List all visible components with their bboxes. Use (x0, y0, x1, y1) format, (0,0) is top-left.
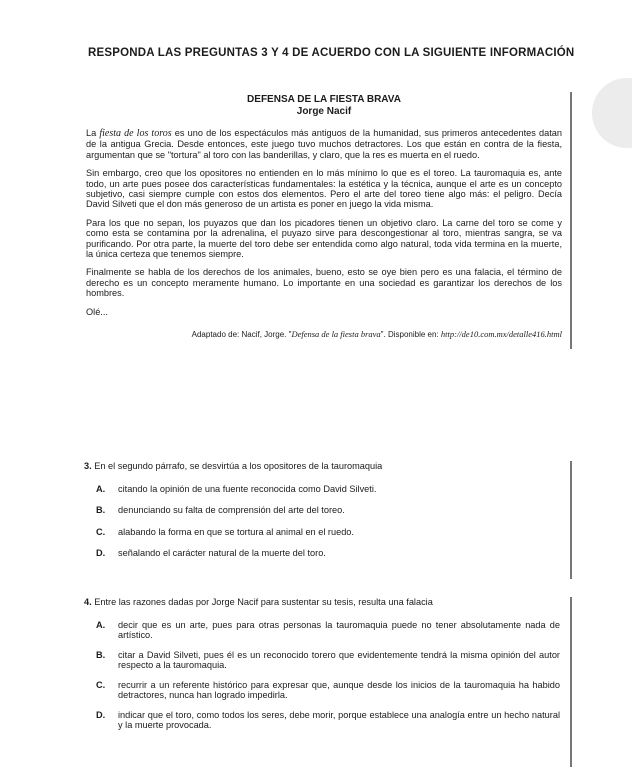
source-url: http://de10.com.mx/detalle416.html (440, 329, 562, 340)
question-stem: 4. Entre las razones dadas por Jorge Nacif para sustentar su tesis, resulta una falacia (84, 597, 433, 607)
paragraph-3: Para los que no sepan, los puyazos que dan los picadores tienen un objetivo claro. La carne del toro se come y como esta se contamina por la adrenalina, el puyazo sirve para descongestionar al toro, mientras sangra, se va purificando. Por otra parte, la muerte del toro debe ser entendida como algo natural, toda vida termina en la muerte, la única certeza que tenemos siempre. (86, 217, 562, 260)
passage-title: DEFENSA DE LA FIESTA BRAVA (247, 94, 401, 105)
option-b[interactable]: B. citar a David Silveti, pues él es un reconocido torero que evidentemente tendrá la misma opinión del autor respecto a la tauromaquia. (96, 649, 560, 670)
paragraph-1: La fiesta de los toros es uno de los espectáculos más antiguos de la humanidad, sus primeros antecedentes datan de la antigua Grecia. Desde entonces, este juego tuvo muchos detractores. Los que están en contra de la fiesta, argumentan que se "tortura" al toro con las banderillas, y claro, que la res es muerta en el ruedo. (86, 128, 563, 160)
option-a[interactable]: A. citando la opinión de una fuente reconocida como David Silveti. (96, 483, 377, 494)
option-a[interactable]: A. decir que es un arte, pues para otras personas la tauromaquia puede no tener absolutamente nada de artístico. (96, 619, 560, 640)
option-d[interactable]: D. señalando el carácter natural de la muerte del toro. (96, 548, 326, 558)
question-stem: 3. En el segundo párrafo, se desvirtúa a los opositores de la tauromaquia (84, 461, 383, 471)
passage-author: Jorge Nacif (296, 106, 352, 117)
option-c[interactable]: C. recurrir a un referente histórico para expresar que, aunque desde los inicios de la tauromaquia ha habido detractores, nunca han logrado impedirla. (96, 679, 560, 700)
italic-phrase: fiesta de los toros (99, 128, 172, 139)
question-3 (78, 461, 572, 579)
option-d[interactable]: D. indicar que el toro, como todos los seres, debe morir, porque establece una analogía entre un hecho natural y la muerte provocada. (96, 709, 560, 730)
option-c[interactable]: C. alabando la forma en que se tortura al animal en el ruedo. (96, 526, 354, 537)
option-b[interactable]: B. denunciando su falta de comprensión del arte del toreo. (96, 505, 345, 515)
instructions-header: RESPONDA LAS PREGUNTAS 3 Y 4 DE ACUERDO CON LA SIGUIENTE INFORMACIÓN (88, 47, 575, 59)
paragraph-4: Finalmente se habla de los derechos de los animales, bueno, esto se oye bien pero es una falacia, el término de derecho es un concepto meramente humano. Lo importante en una sociedad es garantizar los derechos de los hombres. (86, 267, 562, 299)
source-citation: Adaptado de: Nacif, Jorge. "Defensa de la fiesta brava". Disponible en: http://de10.com.mx/detalle416.html (191, 329, 562, 340)
paragraph-5: Olé... (86, 306, 108, 317)
paragraph-2: Sin embargo, creo que los opositores no entienden en lo más mínimo lo que es el toreo. La tauromaquia es, ante todo, un arte pues posee dos características fundamentales: la estética y la técnica, aunque el arte es un concepto subjetivo, casi siempre cumple con estos dos elementos. Pero el arte del toreo tiene algo más: el peligro. Decía David Silveti que el don más generoso de un artista es poner en juego la vida misma. (86, 168, 562, 210)
reading-passage (78, 92, 572, 349)
page-edge-shadow (592, 78, 632, 148)
question-4 (78, 597, 572, 767)
